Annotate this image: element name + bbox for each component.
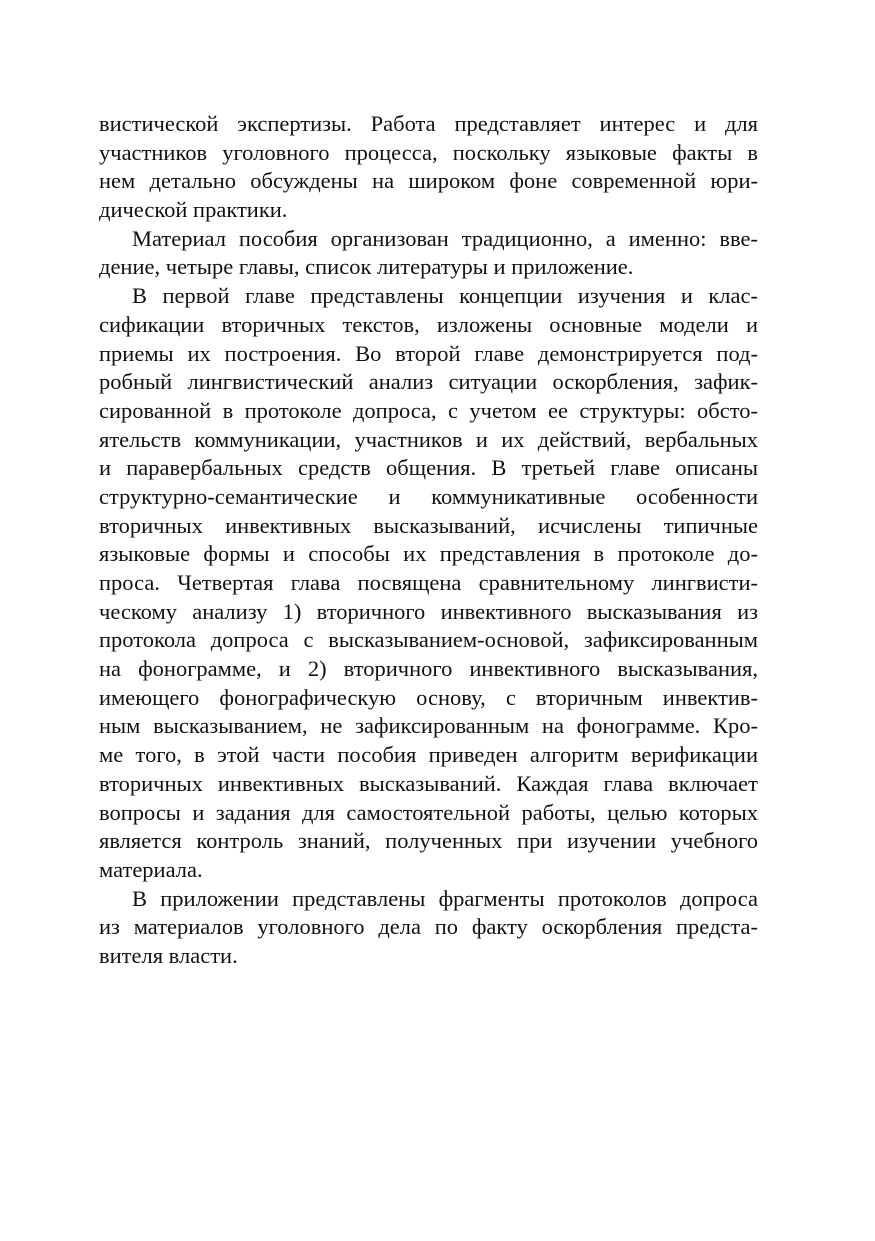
body-text [99, 110, 758, 971]
text-line: вторичных инвективных высказываний. Каждая глава включает [99, 770, 758, 796]
text-line: языковые формы и способы их представления в протоколе до- [99, 541, 758, 567]
text-line: имеющего фонографическую основу, с вторичным инвектив- [99, 684, 758, 710]
text-line: нем детально обсуждены на широком фоне современной юри- [99, 168, 758, 194]
text-line: В первой главе представлены концепции изучения и клас- [132, 283, 758, 309]
text-line: проса. Четвертая глава посвящена сравнительному лингвисти- [99, 570, 758, 595]
text-line: ятельств коммуникации, участников и их действий, вербальных [99, 426, 758, 452]
text-line: протокола допроса с высказыванием-основой, зафиксированным [99, 627, 758, 653]
text-line: вторичных инвективных высказываний, исчислены типичные [99, 512, 758, 538]
text-line: вопросы и задания для самостоятельной работы, целью которых [99, 799, 758, 825]
text-line: сированной в протоколе допроса, с учетом ее структуры: обсто- [99, 397, 758, 423]
text-line: структурно-семантические и коммуникативные особенности [99, 483, 758, 509]
text-line: ческому анализу 1) вторичного инвективного высказывания из [99, 598, 758, 624]
text-line: Материал пособия организован традиционно, а именно: вве- [132, 225, 758, 251]
text-line: и паравербальных средств общения. В третьей главе описаны [99, 455, 758, 481]
text-line: ме того, в этой части пособия приведен алгоритм верификации [99, 742, 758, 768]
text-line: вистической экспертизы. Работа представляет интерес и для [99, 111, 758, 136]
text-line: приемы их построения. Во второй главе демонстрируется под- [99, 340, 758, 366]
text-line: дической практики. [99, 197, 288, 223]
text-line: участников уголовного процесса, поскольку языковые факты в [99, 139, 758, 165]
text-line: на фонограмме, и 2) вторичного инвективного высказывания, [99, 656, 758, 682]
text-line: дение, четыре главы, список литературы и приложение. [99, 254, 634, 280]
text-line: из материалов уголовного дела по факту оскорбления предста- [99, 914, 758, 940]
text-line: ным высказыванием, не зафиксированным на фонограмме. Кро- [99, 713, 758, 739]
text-line: робный лингвистический анализ ситуации оскорбления, зафик- [99, 369, 758, 395]
text-line: является контроль знаний, полученных при изучении учебного [99, 828, 758, 854]
text-line: материала. [99, 856, 203, 882]
text-line: вителя власти. [99, 942, 238, 968]
text-line: сификации вторичных текстов, изложены основные модели и [99, 311, 758, 337]
text-line: В приложении представлены фрагменты протоколов допроса [132, 885, 758, 911]
